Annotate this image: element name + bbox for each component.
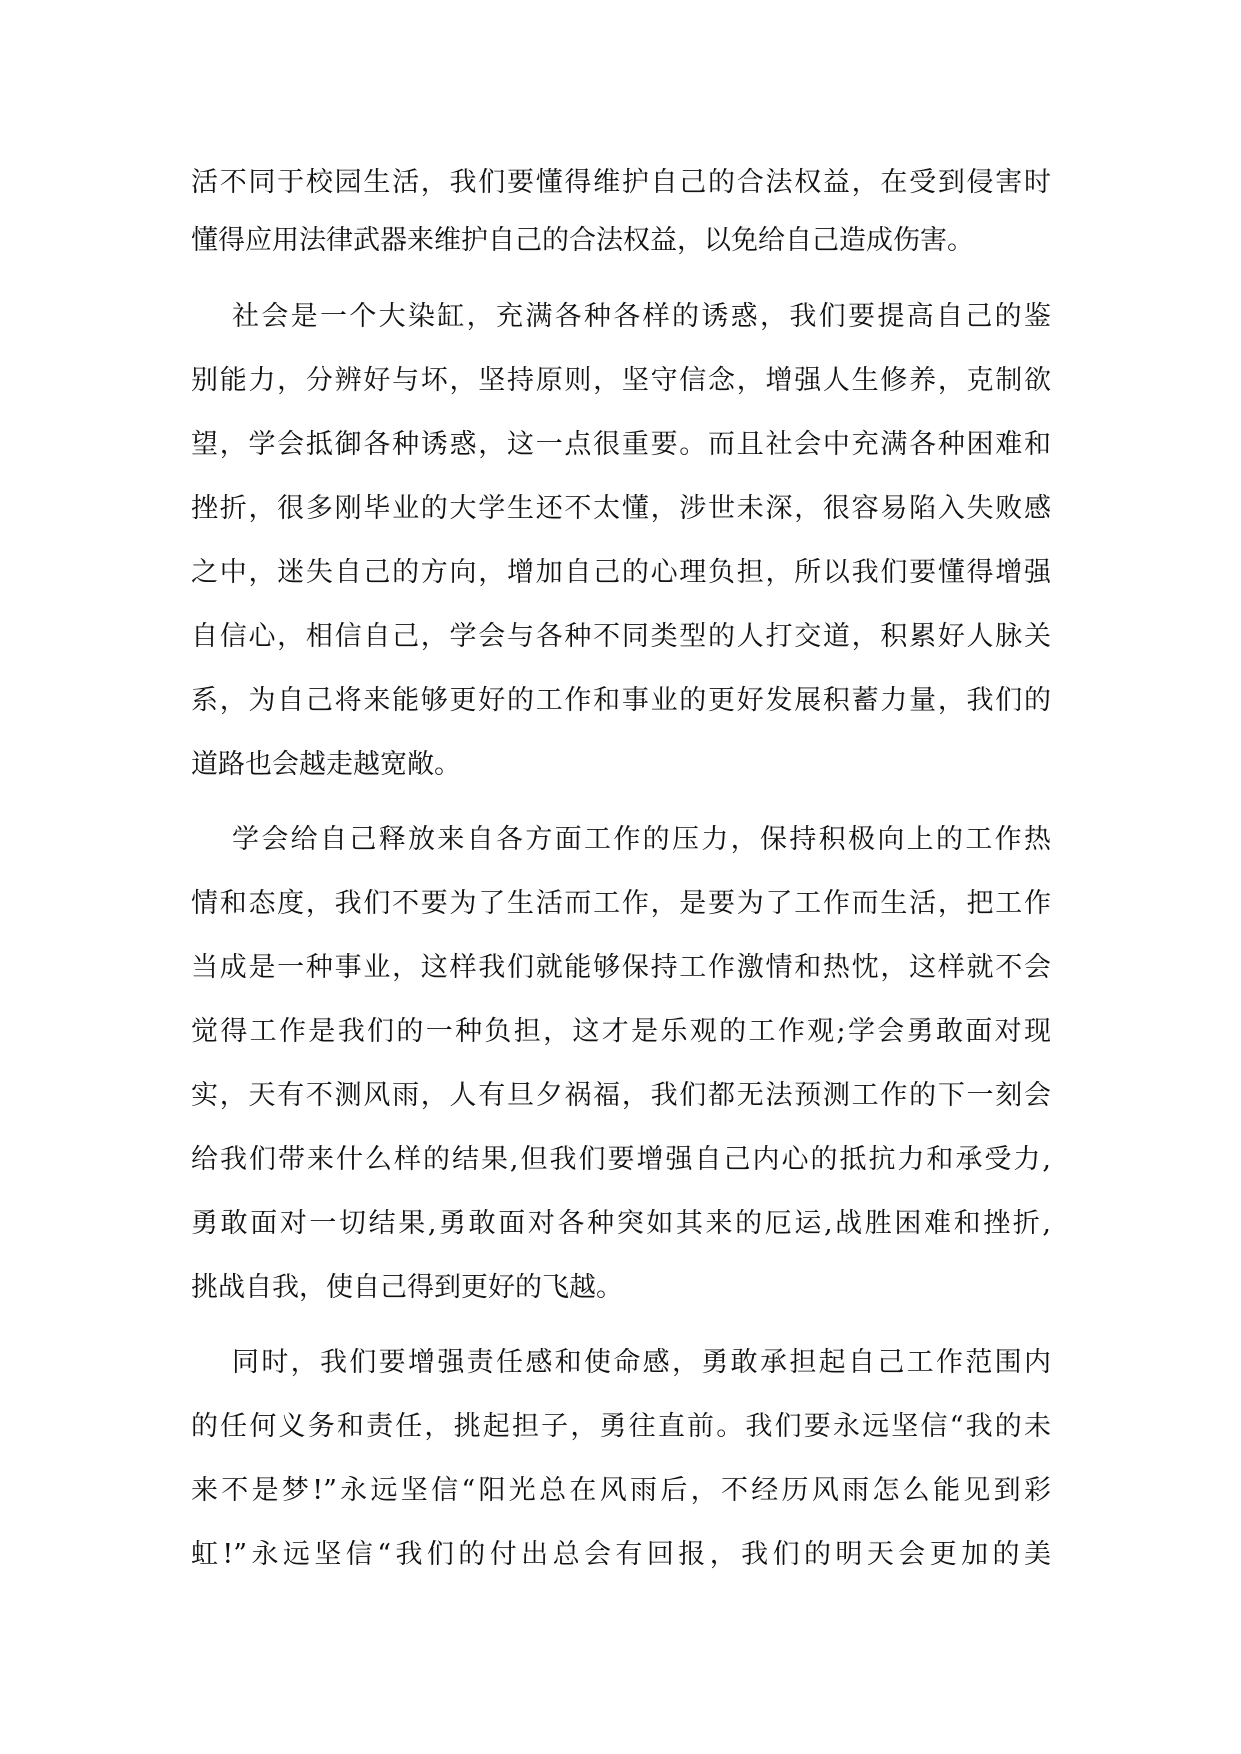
text-line: 同时，我们要增强责任感和使命感，勇敢承担起自己工作范围内 (232, 1347, 1051, 1378)
text-line: 觉得工作是我们的一种负担，这才是乐观的工作观;学会勇敢面对现 (191, 1016, 1051, 1047)
text-line: 挑战自我，使自己得到更好的飞越。 (191, 1272, 623, 1303)
text-line: 道路也会越走越宽敞。 (191, 749, 461, 780)
text-line: 之中，迷失自己的方向，增加自己的心理负担，所以我们要懂得增强 (191, 557, 1051, 588)
text-line: 活不同于校园生活，我们要懂得维护自己的合法权益，在受到侵害时 (191, 167, 1051, 198)
text-line: 情和态度，我们不要为了生活而工作，是要为了工作而生活，把工作 (191, 888, 1051, 919)
text-line: 自信心，相信自己，学会与各种不同类型的人打交道，积累好人脉关 (191, 621, 1051, 652)
text-line: 给我们带来什么样的结果,但我们要增强自己内心的抵抗力和承受力, (191, 1144, 1051, 1175)
text-line: 虹!”永远坚信“我们的付出总会有回报，我们的明天会更加的美 (191, 1539, 1051, 1570)
text-line: 系，为自己将来能够更好的工作和事业的更好发展积蓄力量，我们的 (191, 685, 1051, 716)
text-line: 社会是一个大染缸，充满各种各样的诱惑，我们要提高自己的鉴 (232, 301, 1051, 332)
text-line: 当成是一种事业，这样我们就能够保持工作激情和热忱，这样就不会 (191, 952, 1051, 983)
text-line: 勇敢面对一切结果,勇敢面对各种突如其来的厄运,战胜困难和挫折, (191, 1208, 1051, 1239)
text-line: 别能力，分辨好与坏，坚持原则，坚守信念，增强人生修养，克制欲 (191, 365, 1051, 396)
text-line: 学会给自己释放来自各方面工作的压力，保持积极向上的工作热 (232, 824, 1051, 855)
text-line: 望，学会抵御各种诱惑，这一点很重要。而且社会中充满各种困难和 (191, 429, 1051, 460)
text-line: 的任何义务和责任，挑起担子，勇往直前。我们要永远坚信“我的未 (191, 1411, 1051, 1442)
text-line: 懂得应用法律武器来维护自己的合法权益，以免给自己造成伤害。 (191, 225, 974, 256)
text-line: 来不是梦!”永远坚信“阳光总在风雨后，不经历风雨怎么能见到彩 (191, 1475, 1051, 1506)
text-line: 实，天有不测风雨，人有旦夕祸福，我们都无法预测工作的下一刻会 (191, 1080, 1051, 1111)
text-line: 挫折，很多刚毕业的大学生还不太懂，涉世未深，很容易陷入失败感 (191, 493, 1051, 524)
